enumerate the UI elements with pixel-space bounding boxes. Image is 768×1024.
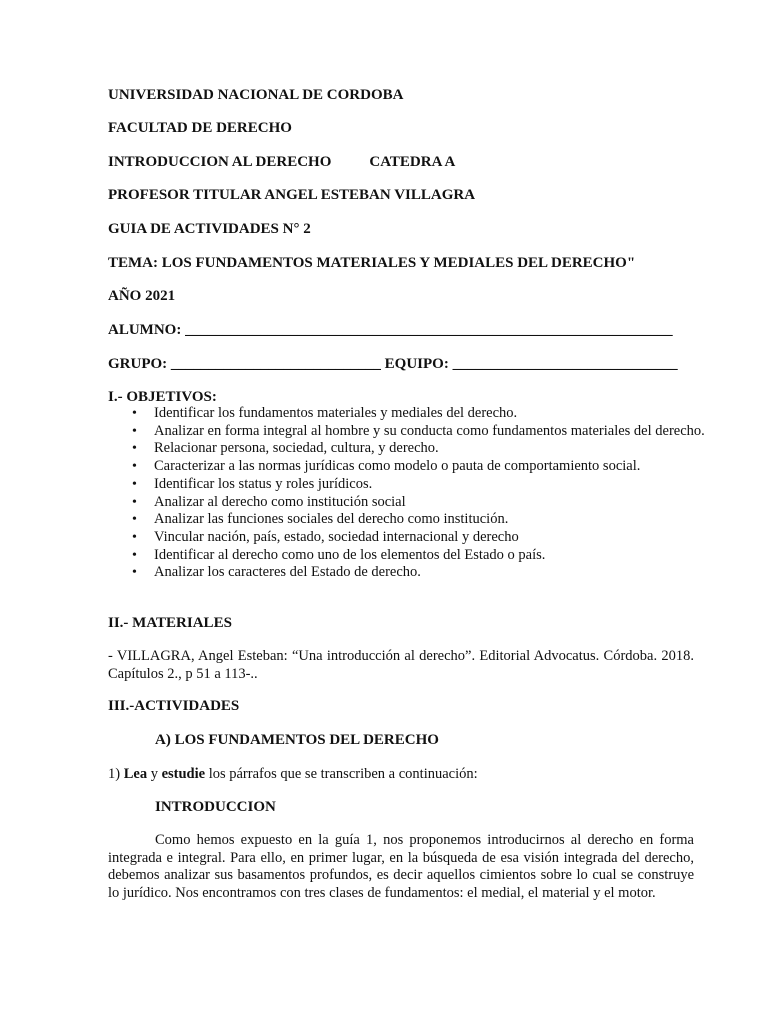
list-item: • Identificar los status y roles jurídicos.: [154, 476, 742, 494]
instruction-line: [108, 766, 694, 784]
professor-line: PROFESOR TITULAR ANGEL ESTEBAN VILLAGRA: [108, 187, 476, 203]
faculty-title: FACULTAD DE DERECHO: [108, 120, 292, 136]
instruction-and: y: [147, 766, 162, 782]
list-item: • Caracterizar a las normas jurídicas como modelo o pauta de comportamiento social.: [154, 458, 742, 476]
student-field: [108, 320, 673, 340]
list-item: • Identificar al derecho como uno de los elementos del Estado o país.: [154, 547, 742, 565]
objectives-heading: I.- OBJETIVOS:: [108, 389, 217, 405]
instruction-lea: Lea: [123, 766, 148, 782]
group-blank: ____________________________: [170, 356, 381, 372]
group-label: GRUPO:: [108, 356, 168, 372]
intro-paragraph: [108, 832, 694, 902]
group-team-field: [108, 354, 678, 374]
list-item: • Analizar al derecho como institución social: [154, 494, 742, 512]
student-blank: _________________________________________________________________: [185, 322, 673, 338]
list-item: • Identificar los fundamentos materiales y mediales del derecho.: [154, 405, 742, 423]
list-item: • Relacionar persona, sociedad, cultura, y derecho.: [154, 440, 742, 458]
activities-heading: III.-ACTIVIDADES: [108, 698, 240, 714]
list-item: • Analizar en forma integral al hombre y su conducta como fundamentos materiales del derecho.: [154, 423, 742, 441]
activities-subheading: A) LOS FUNDAMENTOS DEL DERECHO: [155, 732, 439, 748]
course-name: INTRODUCCION AL DERECHO: [108, 154, 332, 170]
guide-title: GUIA DE ACTIVIDADES N° 2: [108, 221, 311, 237]
materials-heading: II.- MATERIALES: [108, 615, 232, 631]
materials-reference: - VILLAGRA, Angel Esteban: “Una introducción al derecho”. Editorial Advocatus. Córdoba. 2018. Capítulos 2., p 51 a 113-..: [108, 648, 694, 682]
instruction-number: 1): [108, 766, 124, 782]
instruction-rest: los párrafos que se transcriben a continuación:: [205, 766, 478, 782]
course-line: [108, 152, 455, 172]
chair-name: CATEDRA A: [369, 154, 456, 170]
instruction-estudie: estudie: [161, 766, 206, 782]
student-label: ALUMNO:: [108, 322, 182, 338]
university-title: UNIVERSIDAD NACIONAL DE CORDOBA: [108, 87, 404, 103]
topic-title: TEMA: LOS FUNDAMENTOS MATERIALES Y MEDIALES DEL DERECHO": [108, 255, 636, 271]
year-line: AÑO 2021: [108, 288, 176, 304]
intro-paragraph-text: Como hemos expuesto en la guía 1, nos proponemos introducirnos al derecho en forma integrada e integral. Para ello, en primer lugar, en la búsqueda de esa visión integrada del derecho, debemos analizar sus basamentos profundos, es decir aquellos cimientos sobre lo cual se construye lo jurídico. Nos encontramos con tres clases de fundamentos: el medial, el material y el motor.: [108, 832, 694, 901]
list-item: • Analizar las funciones sociales del derecho como institución.: [154, 511, 742, 529]
team-label: EQUIPO:: [384, 356, 449, 372]
intro-heading: INTRODUCCION: [155, 799, 276, 815]
team-blank: ______________________________: [452, 356, 678, 372]
list-item: • Vincular nación, país, estado, sociedad internacional y derecho: [154, 529, 742, 547]
list-item: • Analizar los caracteres del Estado de derecho.: [154, 564, 742, 582]
objectives-list: [108, 405, 742, 582]
